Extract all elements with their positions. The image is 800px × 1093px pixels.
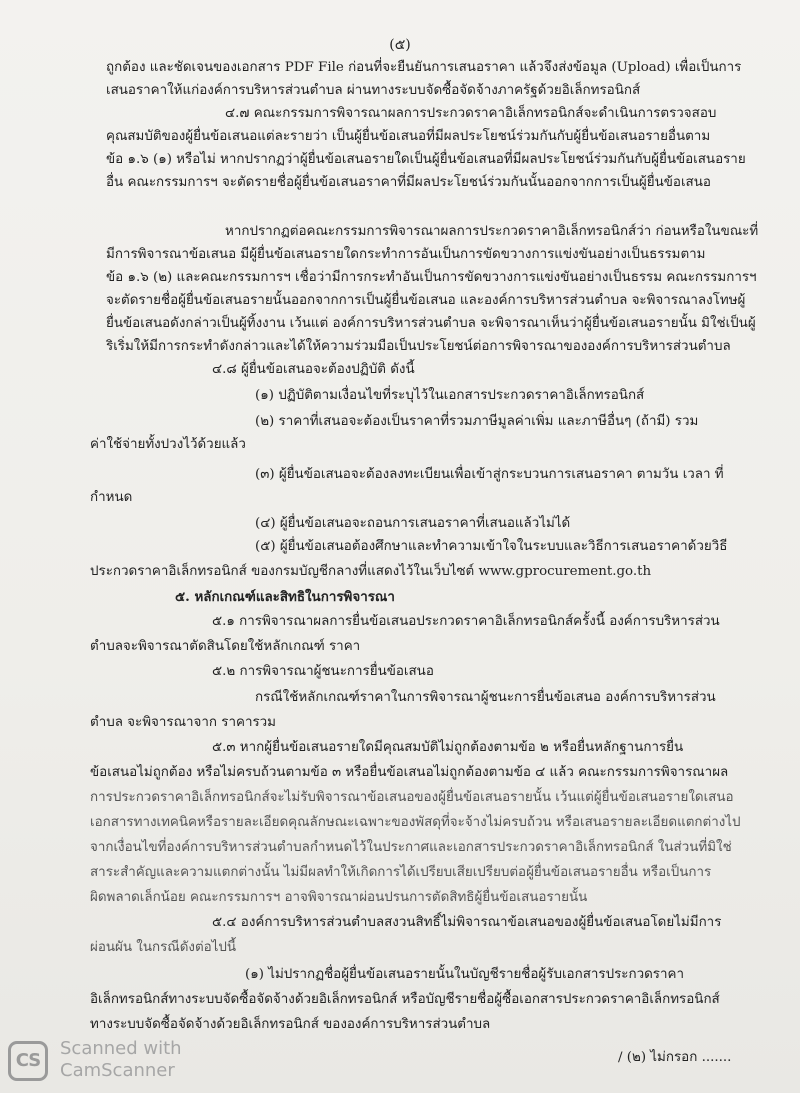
text-line-25: ๕.๒ การพิจารณาผู้ชนะการยื่นข้อเสนอ [212, 664, 434, 679]
text-line-6: อื่น คณะกรรมการฯ จะตัดรายชื่อผู้ยื่นข้อเสนอราคาที่มีผลประโยชน์ร่วมกันนั้นออกจากการเป็นผู้ยื่นข้อเสนอ [106, 175, 711, 190]
text-line-32: จากเงื่อนไขที่องค์การบริหารส่วนตำบลกำหนดไว้ในประกาศและเอกสารประกวดราคาอิเล็กทรอนิกส์ ในส่วนที่มิใช่ [90, 840, 732, 855]
text-line-19: (๔) ผู้ยื่นข้อเสนอจะถอนการเสนอราคาที่เสนอแล้วไม่ได้ [255, 516, 571, 531]
text-line-3: ๔.๗ คณะกรรมการพิจารณาผลการประกวดราคาอิเล็กทรอนิกส์จะดำเนินการตรวจสอบ [225, 106, 717, 121]
text-line-12: ริเริ่มให้มีการกระทำดังกล่าวและได้ให้ความร่วมมือเป็นประโยชน์ต่อการพิจารณาขององค์การบริหารส่วนตำบล [106, 339, 731, 354]
text-line-31: เอกสารทางเทคนิคหรือรายละเอียดคุณลักษณะเฉพาะของพัสดุที่จะจ้างไม่ครบถ้วน หรือเสนอรายละเอียดแตกต่างไป [90, 815, 741, 830]
text-line-2: เสนอราคาให้แก่องค์การบริหารส่วนตำบล ผ่านทางระบบจัดซื้อจัดจ้างภาครัฐด้วยอิเล็กทรอนิกส์ [106, 83, 641, 98]
text-line-27: ตำบล จะพิจารณาจาก ราคารวม [90, 715, 276, 730]
text-line-29: ข้อเสนอไม่ถูกต้อง หรือไม่ครบถ้วนตามข้อ ๓ หรือยื่นข้อเสนอไม่ถูกต้องตามข้อ ๔ แล้ว คณะกรรมการพิจารณาผล [90, 765, 729, 780]
section-4-8-heading: ๔.๘ ผู้ยื่นข้อเสนอจะต้องปฏิบัติ ดังนี้ [212, 362, 415, 377]
text-line-9: ข้อ ๑.๖ (๒) และคณะกรรมการฯ เชื่อว่ามีการกระทำอันเป็นการขัดขวางการแข่งขันอย่างเป็นธรรม คณะกรรมการฯ [106, 270, 757, 285]
camscanner-logo-icon: CS [8, 1041, 48, 1081]
watermark-line-2: CamScanner [60, 1060, 175, 1081]
text-line-5: ข้อ ๑.๖ (๑) หรือไม่ หากปรากฏว่าผู้ยื่นข้อเสนอรายใดเป็นผู้ยื่นข้อเสนอที่มีผลประโยชน์ร่วมกันกับผู้ยื่นข้อเสนอราย [106, 152, 746, 167]
text-line-17: (๓) ผู้ยื่นข้อเสนอจะต้องลงทะเบียนเพื่อเข้าสู่กระบวนการเสนอราคา ตามวัน เวลา ที่ [255, 467, 724, 482]
page-number: (๕) [389, 37, 411, 53]
text-line-33: สาระสำคัญและความแตกต่างนั้น ไม่มีผลทำให้เกิดการได้เปรียบเสียเปรียบต่อผู้ยื่นข้อเสนอรายอื่น หรือเป็นการ [90, 865, 712, 880]
continuation-note: / (๒) ไม่กรอก ....... [618, 1050, 732, 1065]
text-line-38: อิเล็กทรอนิกส์ทางระบบจัดซื้อจัดจ้างด้วยอิเล็กทรอนิกส์ หรือบัญชีรายชื่อผู้ซื้อเอกสารประกวดราคาอิเล็กทรอนิกส์ [90, 992, 720, 1007]
text-line-11: ยื่นข้อเสนอดังกล่าวเป็นผู้ทิ้งงาน เว้นแต่ องค์การบริหารส่วนตำบล จะพิจารณาเห็นว่าผู้ยื่นข้อเสนอรายนั้น มิใช่เป็นผู้ [106, 316, 756, 331]
section-5-heading: ๕. หลักเกณฑ์และสิทธิในการพิจารณา [175, 589, 395, 605]
text-line-35: ๕.๔ องค์การบริหารส่วนตำบลสงวนสิทธิ์ไม่พิจารณาข้อเสนอของผู้ยื่นข้อเสนอโดยไม่มีการ [212, 915, 722, 930]
text-line-24: ตำบลจะพิจารณาตัดสินโดยใช้หลักเกณฑ์ ราคา [90, 639, 361, 654]
text-line-1: ถูกต้อง และชัดเจนของเอกสาร PDF File ก่อนที่จะยืนยันการเสนอราคา แล้วจึงส่งข้อมูล (Upload) เพื่อเป็นการ [106, 60, 742, 75]
text-line-36: ผ่อนผัน ในกรณีดังต่อไปนี้ [90, 940, 237, 955]
text-line-15: (๒) ราคาที่เสนอจะต้องเป็นราคาที่รวมภาษีมูลค่าเพิ่ม และภาษีอื่นๆ (ถ้ามี) รวม [255, 414, 699, 429]
text-line-39: ทางระบบจัดซื้อจัดจ้างด้วยอิเล็กทรอนิกส์ ขององค์การบริหารส่วนตำบล [90, 1017, 491, 1032]
watermark-line-1: Scanned with [60, 1038, 182, 1059]
text-line-16: ค่าใช้จ่ายทั้งปวงไว้ด้วยแล้ว [90, 437, 246, 452]
text-line-26: กรณีใช้หลักเกณฑ์ราคาในการพิจารณาผู้ชนะการยื่นข้อเสนอ องค์การบริหารส่วน [255, 690, 716, 705]
text-line-23: ๕.๑ การพิจารณาผลการยื่นข้อเสนอประกวดราคาอิเล็กทรอนิกส์ครั้งนี้ องค์การบริหารส่วน [212, 614, 720, 629]
text-line-14: (๑) ปฏิบัติตามเงื่อนไขที่ระบุไว้ในเอกสารประกวดราคาอิเล็กทรอนิกส์ [255, 388, 645, 403]
text-line-18: กำหนด [90, 490, 133, 505]
camscanner-watermark [8, 1038, 208, 1084]
text-line-10: จะตัดรายชื่อผู้ยื่นข้อเสนอรายนั้นออกจากการเป็นผู้ยื่นข้อเสนอ และองค์การบริหารส่วนตำบล จะพิจารณาลงโทษผู้ [106, 293, 746, 308]
watermark-text [60, 1038, 182, 1082]
text-line-28: ๕.๓ หากผู้ยื่นข้อเสนอรายใดมีคุณสมบัติไม่ถูกต้องตามข้อ ๒ หรือยื่นหลักฐานการยื่น [212, 740, 684, 755]
text-line-8: มีการพิจารณาข้อเสนอ มีผู้ยื่นข้อเสนอรายใดกระทำการอันเป็นการขัดขวางการแข่งขันอย่างเป็นธรรมตาม [106, 247, 706, 262]
text-line-30: การประกวดราคาอิเล็กทรอนิกส์จะไม่รับพิจารณาข้อเสนอของผู้ยื่นข้อเสนอรายนั้น เว้นแต่ผู้ยื่นข้อเสนอรายใดเสนอ [90, 790, 734, 805]
text-line-4: คุณสมบัติของผู้ยื่นข้อเสนอแต่ละรายว่า เป็นผู้ยื่นข้อเสนอที่มีผลประโยชน์ร่วมกันกับผู้ยื่นข้อเสนอรายอื่นตาม [106, 129, 711, 144]
text-line-34: ผิดพลาดเล็กน้อย คณะกรรมการฯ อาจพิจารณาผ่อนปรนการตัดสิทธิผู้ยื่นข้อเสนอรายนั้น [90, 890, 588, 905]
text-line-37: (๑) ไม่ปรากฏชื่อผู้ยื่นข้อเสนอรายนั้นในบัญชีรายชื่อผู้รับเอกสารประกวดราคา [245, 967, 684, 982]
text-line-20: (๕) ผู้ยื่นข้อเสนอต้องศึกษาและทำความเข้าใจในระบบและวิธีการเสนอราคาด้วยวิธี [255, 539, 728, 554]
text-line-21: ประกวดราคาอิเล็กทรอนิกส์ ของกรมบัญชีกลางที่แสดงไว้ในเว็บไซต์ www.gprocurement.go.th [90, 564, 652, 579]
text-line-7: หากปรากฏต่อคณะกรรมการพิจารณาผลการประกวดราคาอิเล็กทรอนิกส์ว่า ก่อนหรือในขณะที่ [225, 224, 759, 239]
